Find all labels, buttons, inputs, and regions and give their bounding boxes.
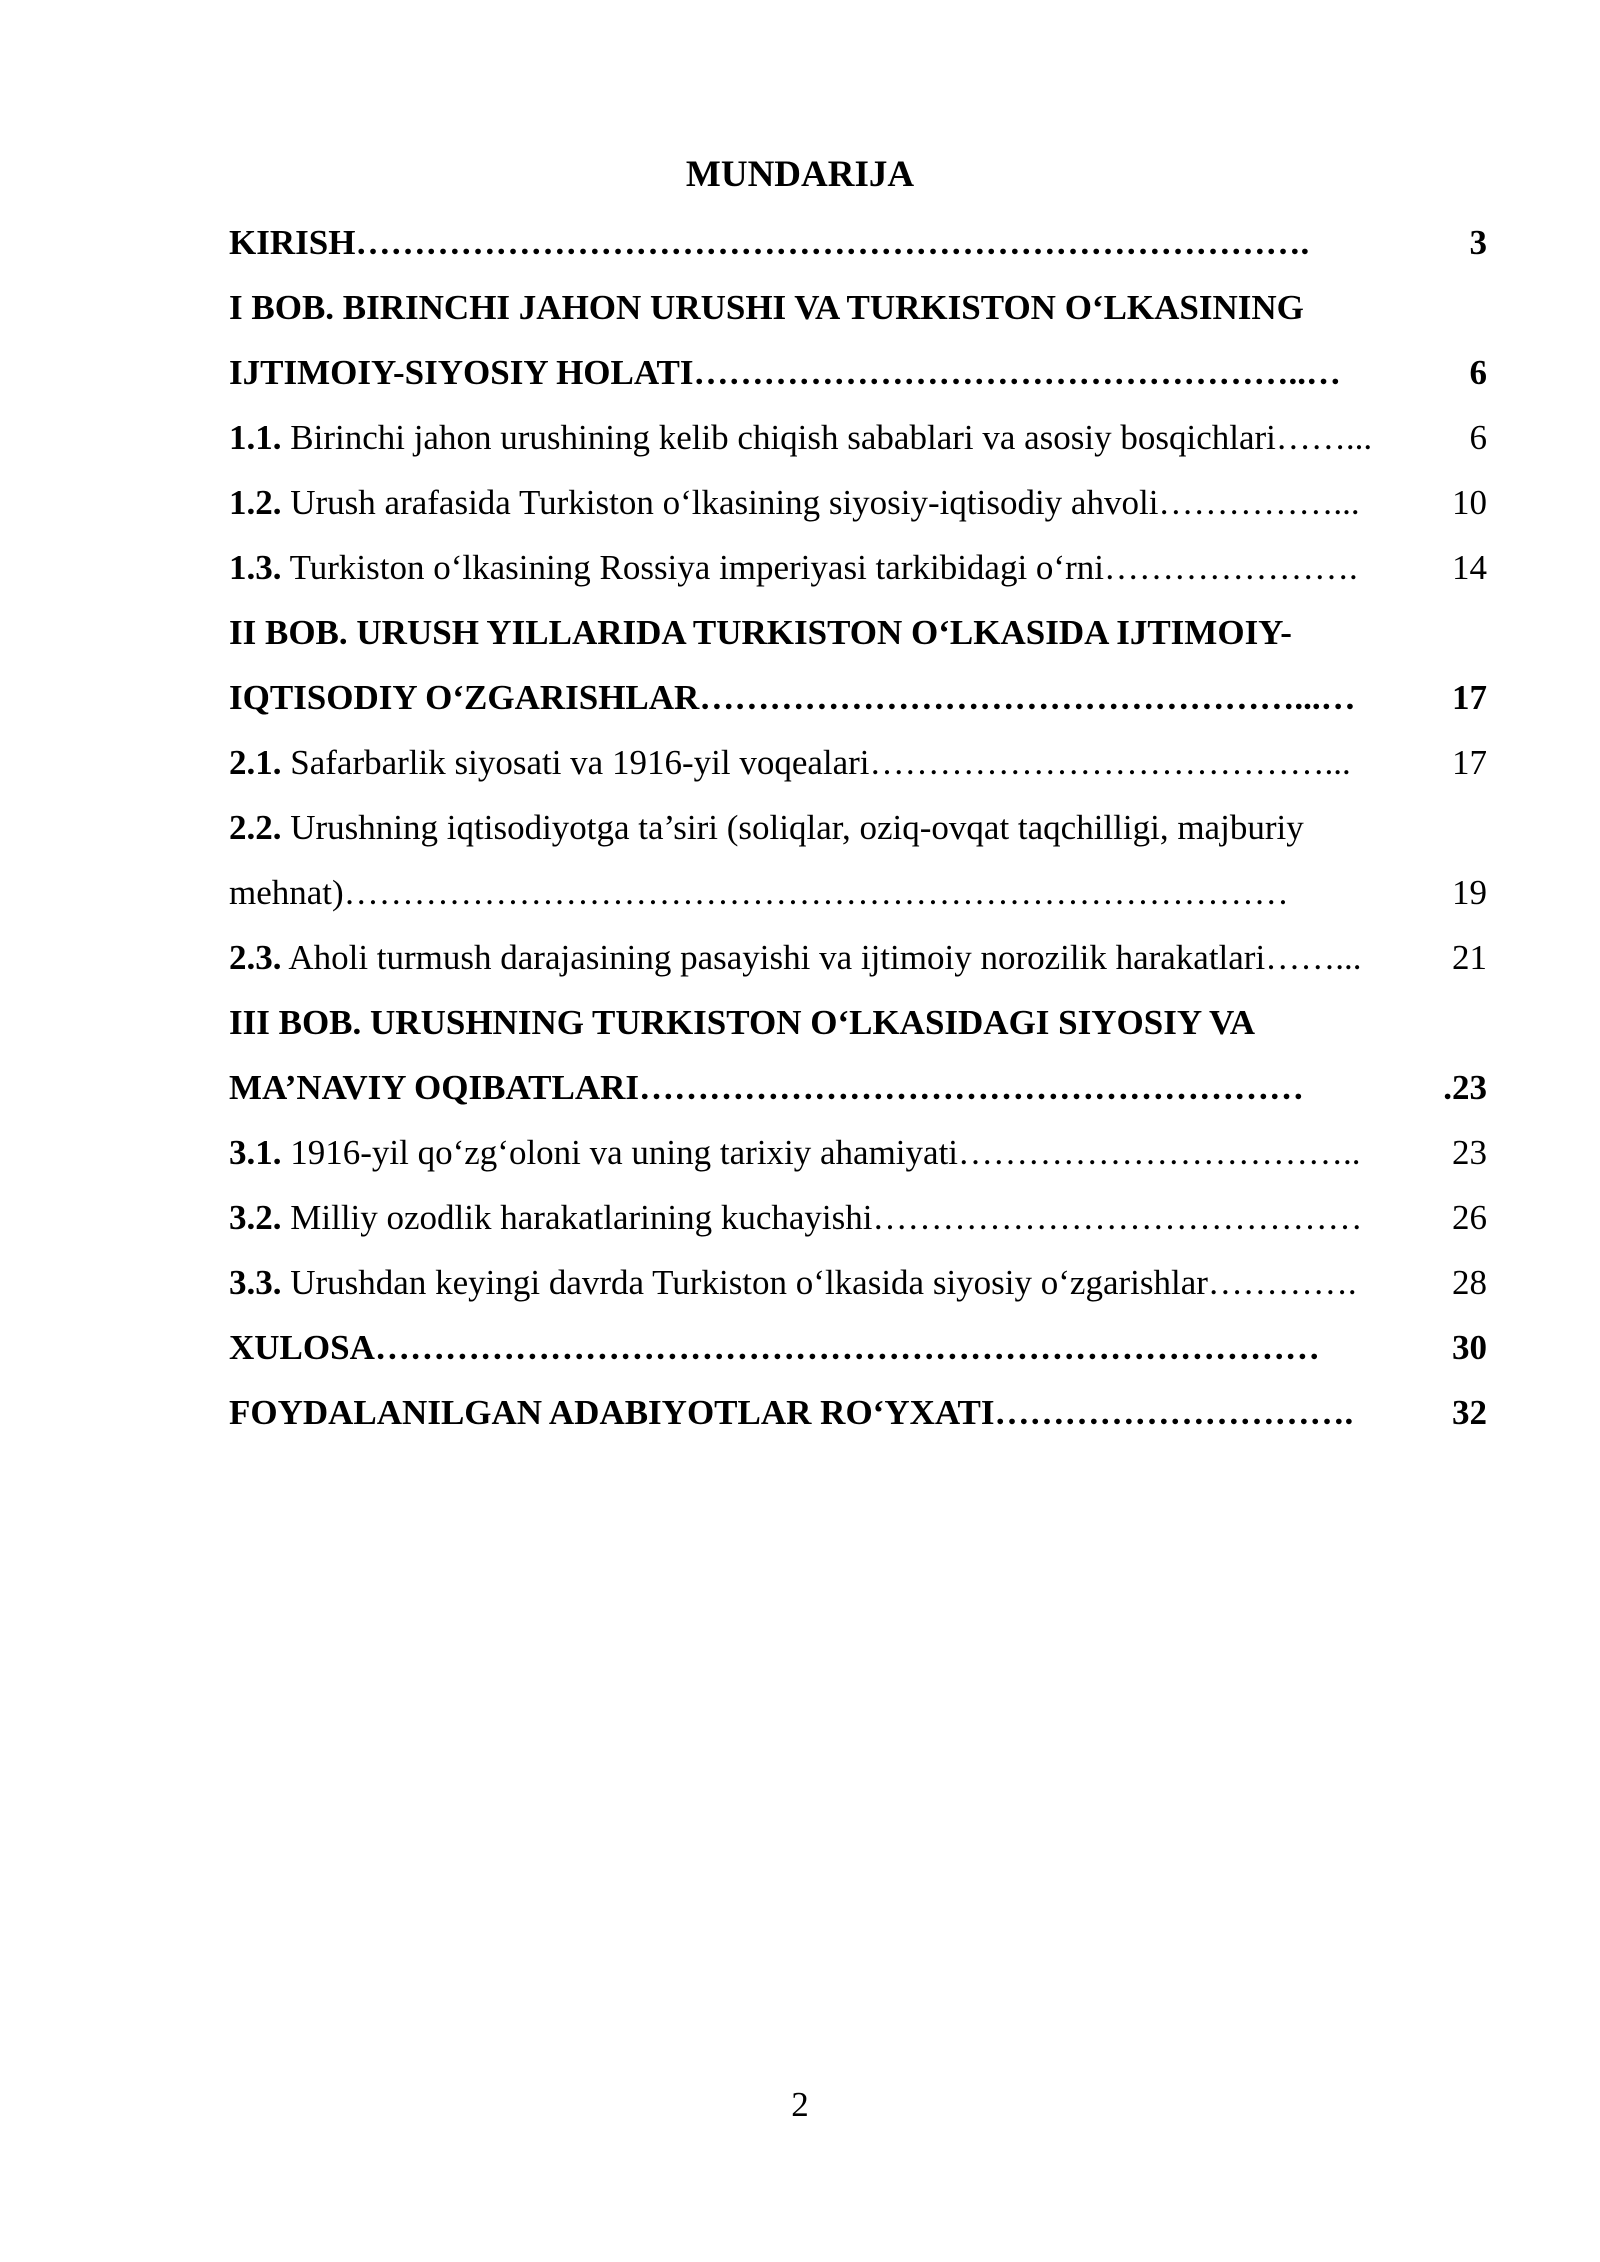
- toc-section-3-1[interactable]: [229, 1120, 1487, 1185]
- toc-entry-text: Urushdan keyingi davrda Turkiston o‘lkasida siyosiy o‘zgarishlar: [281, 1263, 1208, 1302]
- toc-page-number: 3: [1469, 223, 1487, 262]
- toc-entry-text: Turkiston o‘lkasining Rossiya imperiyasi tarkibidagi o‘rni: [281, 548, 1104, 587]
- toc-section-number: 1.1.: [229, 418, 282, 457]
- toc-page-number: 10: [1452, 483, 1487, 522]
- toc-entry-text: XULOSA: [229, 1328, 375, 1367]
- toc-entry-text: Urushning iqtisodiyotga ta’siri (soliqlar, oziq-ovqat taqchilligi, majburiy: [281, 808, 1304, 847]
- toc-section-2-3[interactable]: [229, 925, 1487, 990]
- toc-section-number: 1.3.: [229, 548, 282, 587]
- toc-dots: ……………………………………: [872, 1198, 1363, 1237]
- toc-page-number: 30: [1452, 1328, 1487, 1367]
- toc-entry-text: III BOB. URUSHNING TURKISTON O‘LKASIDAGI SIYOSIY VA: [229, 1003, 1255, 1042]
- toc-dots: ………………………….: [994, 1393, 1354, 1432]
- toc-page-number: 26: [1452, 1198, 1487, 1237]
- toc-dots: ……...: [1265, 938, 1362, 977]
- toc-dots: ……………...: [1158, 483, 1360, 522]
- toc-entry-kirish[interactable]: [229, 210, 1487, 275]
- toc-page-number: 6: [1469, 418, 1487, 457]
- table-of-contents: [229, 210, 1487, 1445]
- toc-section-number: 1.2.: [229, 483, 282, 522]
- toc-page-number: 28: [1452, 1263, 1487, 1302]
- toc-dots: ……………………………………………...…: [699, 678, 1356, 717]
- toc-dots: ……………………………..: [958, 1133, 1361, 1172]
- toc-section-number: 3.3.: [229, 1263, 282, 1302]
- toc-entry-text: FOYDALANILGAN ADABIYOTLAR RO‘YXATI: [229, 1393, 995, 1432]
- toc-entry-xulosa[interactable]: [229, 1315, 1487, 1380]
- toc-entry-text: mehnat): [229, 873, 344, 912]
- toc-chapter-2-heading[interactable]: [229, 600, 1487, 665]
- toc-page-number: 32: [1452, 1393, 1487, 1432]
- toc-entry-references[interactable]: [229, 1380, 1487, 1445]
- toc-dots: ………………….: [1103, 548, 1358, 587]
- toc-chapter-1-heading[interactable]: [229, 275, 1487, 340]
- toc-page-number: 6: [1469, 353, 1487, 392]
- toc-dots: ……………………………………………………………………….: [355, 223, 1310, 262]
- toc-section-number: 2.2.: [229, 808, 282, 847]
- toc-page-number: .23: [1443, 1068, 1487, 1107]
- toc-chapter-2-heading-cont[interactable]: [229, 665, 1487, 730]
- toc-dots: …………………………………………………: [639, 1068, 1304, 1107]
- toc-entry-text: Safarbarlik siyosati va 1916-yil voqealari: [281, 743, 870, 782]
- toc-dots: ……………………………………………..…: [693, 353, 1342, 392]
- toc-page-number: 17: [1452, 678, 1487, 717]
- toc-entry-text: I BOB. BIRINCHI JAHON URUSHI VA TURKISTON O‘LKASINING: [229, 288, 1304, 327]
- toc-entry-text: KIRISH: [229, 223, 356, 262]
- toc-dots: ………….: [1207, 1263, 1357, 1302]
- toc-entry-text: 1916-yil qo‘zg‘oloni va uning tarixiy ahamiyati: [281, 1133, 959, 1172]
- toc-page-number: 19: [1452, 873, 1487, 912]
- toc-dots: …………………………………...: [869, 743, 1351, 782]
- toc-dots: ………………………………………………………………………: [343, 873, 1289, 912]
- toc-entry-text: IQTISODIY O‘ZGARISHLAR: [229, 678, 700, 717]
- toc-section-1-3[interactable]: [229, 535, 1487, 600]
- toc-entry-text: Birinchi jahon urushining kelib chiqish sabablari va asosiy bosqichlari: [281, 418, 1276, 457]
- toc-entry-text: Milliy ozodlik harakatlarining kuchayishi: [281, 1198, 873, 1237]
- toc-entry-text: MA’NAVIY OQIBATLARI: [229, 1068, 639, 1107]
- toc-dots: ……...: [1275, 418, 1373, 457]
- toc-chapter-1-heading-cont[interactable]: [229, 340, 1487, 405]
- toc-dots: ………………………………………………………………………: [374, 1328, 1320, 1367]
- toc-section-number: 3.2.: [229, 1198, 282, 1237]
- toc-section-2-2-cont[interactable]: [229, 860, 1487, 925]
- toc-page-number: 14: [1452, 548, 1487, 587]
- toc-section-number: 3.1.: [229, 1133, 282, 1172]
- toc-section-1-2[interactable]: [229, 470, 1487, 535]
- toc-entry-text: Urush arafasida Turkiston o‘lkasining siyosiy-iqtisodiy ahvoli: [281, 483, 1159, 522]
- page-number: 2: [791, 2085, 809, 2124]
- toc-entry-text: Aholi turmush darajasining pasayishi va ijtimoiy norozilik harakatlari: [281, 938, 1266, 977]
- toc-chapter-3-heading[interactable]: [229, 990, 1487, 1055]
- toc-page-number: 21: [1452, 938, 1487, 977]
- toc-chapter-3-heading-cont[interactable]: [229, 1055, 1487, 1120]
- toc-section-2-1[interactable]: [229, 730, 1487, 795]
- toc-section-number: 2.3.: [229, 938, 282, 977]
- toc-section-3-3[interactable]: [229, 1250, 1487, 1315]
- toc-section-number: 2.1.: [229, 743, 282, 782]
- toc-entry-text: IJTIMOIY-SIYOSIY HOLATI: [229, 353, 694, 392]
- toc-entry-text: II BOB. URUSH YILLARIDA TURKISTON O‘LKASIDA IJTIMOIY-: [229, 613, 1292, 652]
- toc-page-number: 23: [1452, 1133, 1487, 1172]
- toc-section-2-2[interactable]: [229, 795, 1487, 860]
- toc-section-3-2[interactable]: [229, 1185, 1487, 1250]
- toc-title: MUNDARIJA: [685, 154, 915, 195]
- toc-section-1-1[interactable]: [229, 405, 1487, 470]
- toc-page-number: 17: [1452, 743, 1487, 782]
